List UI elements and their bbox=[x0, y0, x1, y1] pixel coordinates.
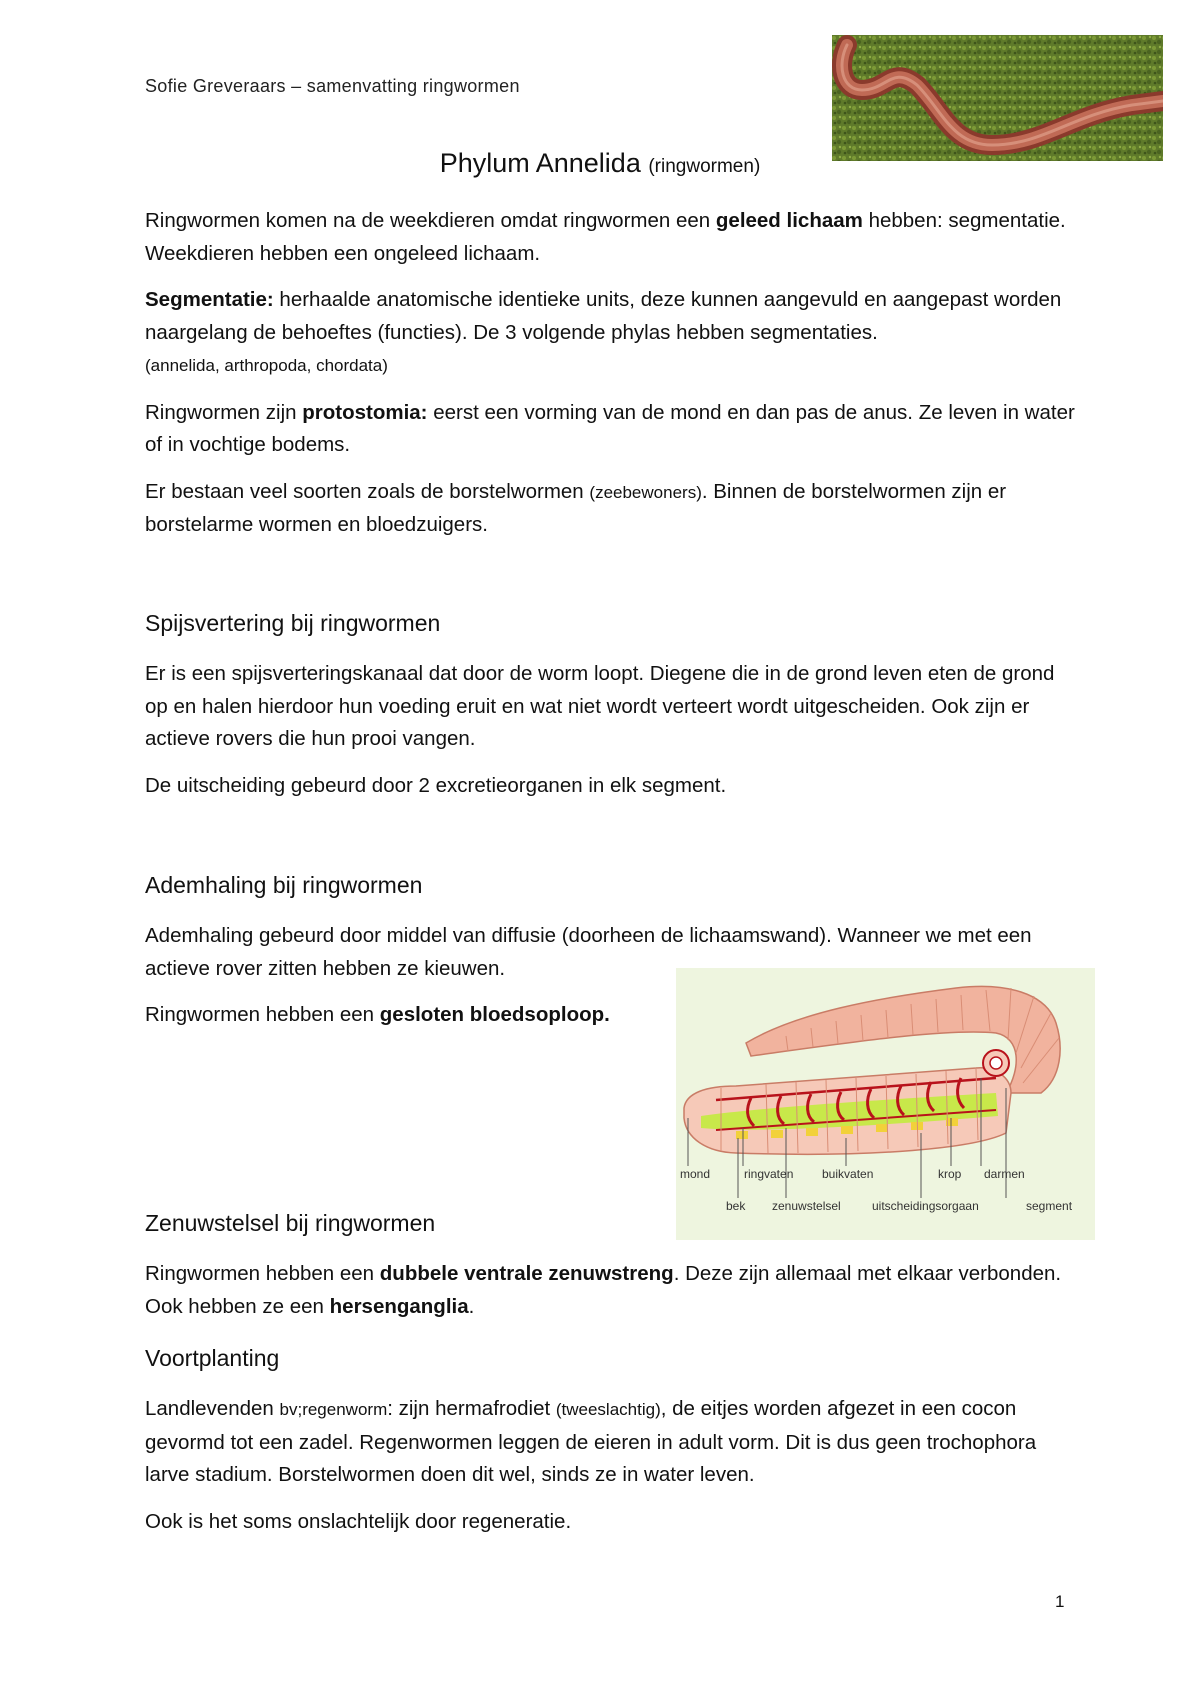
label-darmen: darmen bbox=[984, 1167, 1025, 1181]
heading-nervous-system: Zenuwstelsel bij ringwormen bbox=[145, 1210, 436, 1236]
intro-paragraph-3 bbox=[145, 397, 1075, 462]
text: , de eitjes worden afgezet in een cocon gevormd tot een zadel. Regenwormen leggen de eieren in adult vorm. Dit is dus geen trochophora larve stadium. Borstelwormen doen dit wel, sinds ze in water leven. bbox=[145, 1397, 1037, 1486]
reproduction-section bbox=[145, 1393, 1075, 1552]
label-segment: segment bbox=[1026, 1199, 1073, 1213]
nervous-section bbox=[145, 1258, 1075, 1337]
text: hebben: segmentatie. Weekdieren hebben een ongeleed lichaam. bbox=[145, 209, 1066, 265]
label-mond: mond bbox=[680, 1167, 711, 1181]
bold-term: hersenganglia bbox=[329, 1294, 469, 1318]
bold-term: dubbele ventrale zenuwstreng bbox=[379, 1262, 674, 1285]
reproduction-paragraph-1 bbox=[145, 1393, 1075, 1492]
bold-term: gesloten bloedsoploop. bbox=[379, 1003, 610, 1026]
label-buikvaten: buikvaten bbox=[822, 1167, 874, 1181]
text: Er bestaan veel soorten zoals de borstelwormen bbox=[145, 479, 590, 503]
bold-term: Segmentatie: bbox=[145, 288, 274, 311]
label-ringvaten: ringvaten bbox=[744, 1167, 794, 1181]
small-note: (annelida, arthropoda, chordata) bbox=[145, 356, 388, 375]
nervous-paragraph-1 bbox=[145, 1258, 1075, 1323]
page-number: 1 bbox=[1055, 1592, 1065, 1611]
digestion-section bbox=[145, 658, 1075, 816]
bold-term: geleed lichaam bbox=[715, 209, 863, 232]
header-author-line: Sofie Greveraars – samenvatting ringwormen bbox=[145, 76, 520, 96]
text: : zijn hermafrodiet bbox=[387, 1397, 556, 1420]
text: Ringwormen komen na de weekdieren omdat ringwormen een bbox=[145, 209, 716, 232]
label-zenuwstelsel: zenuwstelsel bbox=[772, 1199, 841, 1213]
text: Ringwormen hebben een bbox=[145, 1262, 380, 1285]
small-note: bv;regenworm bbox=[279, 1400, 388, 1419]
text: . bbox=[468, 1294, 475, 1318]
heading-digestion: Spijsvertering bij ringwormen bbox=[145, 610, 441, 636]
breathing-paragraph-1: Ademhaling gebeurd door middel van diffusie (doorheen de lichaamswand). Wanneer we met een actieve rover zitten hebben ze kieuwen. bbox=[145, 924, 1032, 980]
intro-paragraph-1 bbox=[145, 205, 1075, 270]
intro-paragraph-4 bbox=[145, 476, 1075, 542]
page-title bbox=[0, 148, 1200, 179]
reproduction-paragraph-2: Ook is het soms onslachtelijk door regeneratie. bbox=[145, 1509, 572, 1533]
bold-term: protostomia: bbox=[302, 400, 428, 424]
earthworm-photo bbox=[832, 35, 1163, 161]
digestion-paragraph-2: De uitscheiding gebeurd door 2 excretieorganen in elk segment. bbox=[145, 773, 727, 797]
label-uitscheidingsorgaan: uitscheidingsorgaan bbox=[872, 1199, 979, 1213]
text: . Binnen de borstelwormen zijn er borstelarme wormen en bloedzuigers. bbox=[145, 479, 1007, 536]
small-note: (zeebewoners) bbox=[589, 482, 702, 502]
text: eerst een vorming van de mond en dan pas de anus. Ze leven in water of in vochtige bodems. bbox=[145, 400, 1075, 456]
heading-reproduction: Voortplanting bbox=[145, 1345, 280, 1371]
label-krop: krop bbox=[938, 1167, 962, 1181]
intro-paragraph-2 bbox=[145, 284, 1075, 383]
text: . Deze zijn allemaal met elkaar verbonden. Ook hebben ze een bbox=[145, 1262, 1062, 1318]
text: herhaalde anatomische identieke units, deze kunnen aangevuld en aangepast worden naargelang de behoeftes (functies). De 3 volgende phylas hebben segmentaties. bbox=[145, 288, 1062, 344]
text: Landlevenden bbox=[145, 1397, 280, 1420]
title-sub: (ringwormen) bbox=[648, 156, 761, 177]
label-bek: bek bbox=[726, 1199, 746, 1213]
small-note: (tweeslachtig) bbox=[555, 1400, 661, 1419]
title-main: Phylum Annelida bbox=[439, 148, 641, 178]
heading-breathing: Ademhaling bij ringwormen bbox=[145, 872, 423, 898]
digestion-paragraph-1: Er is een spijsverteringskanaal dat door de worm loopt. Diegene die in de grond leven eten de grond op en halen hierdoor hun voeding eruit en wat niet wordt verteert wordt uitgescheiden. Ook zijn er actieve rovers die hun prooi vangen. bbox=[145, 662, 1055, 750]
worm-anatomy-diagram bbox=[676, 968, 1095, 1240]
text: Ringwormen hebben een bbox=[145, 1003, 380, 1026]
text: Ringwormen zijn bbox=[145, 400, 303, 424]
intro-section bbox=[145, 205, 1075, 556]
